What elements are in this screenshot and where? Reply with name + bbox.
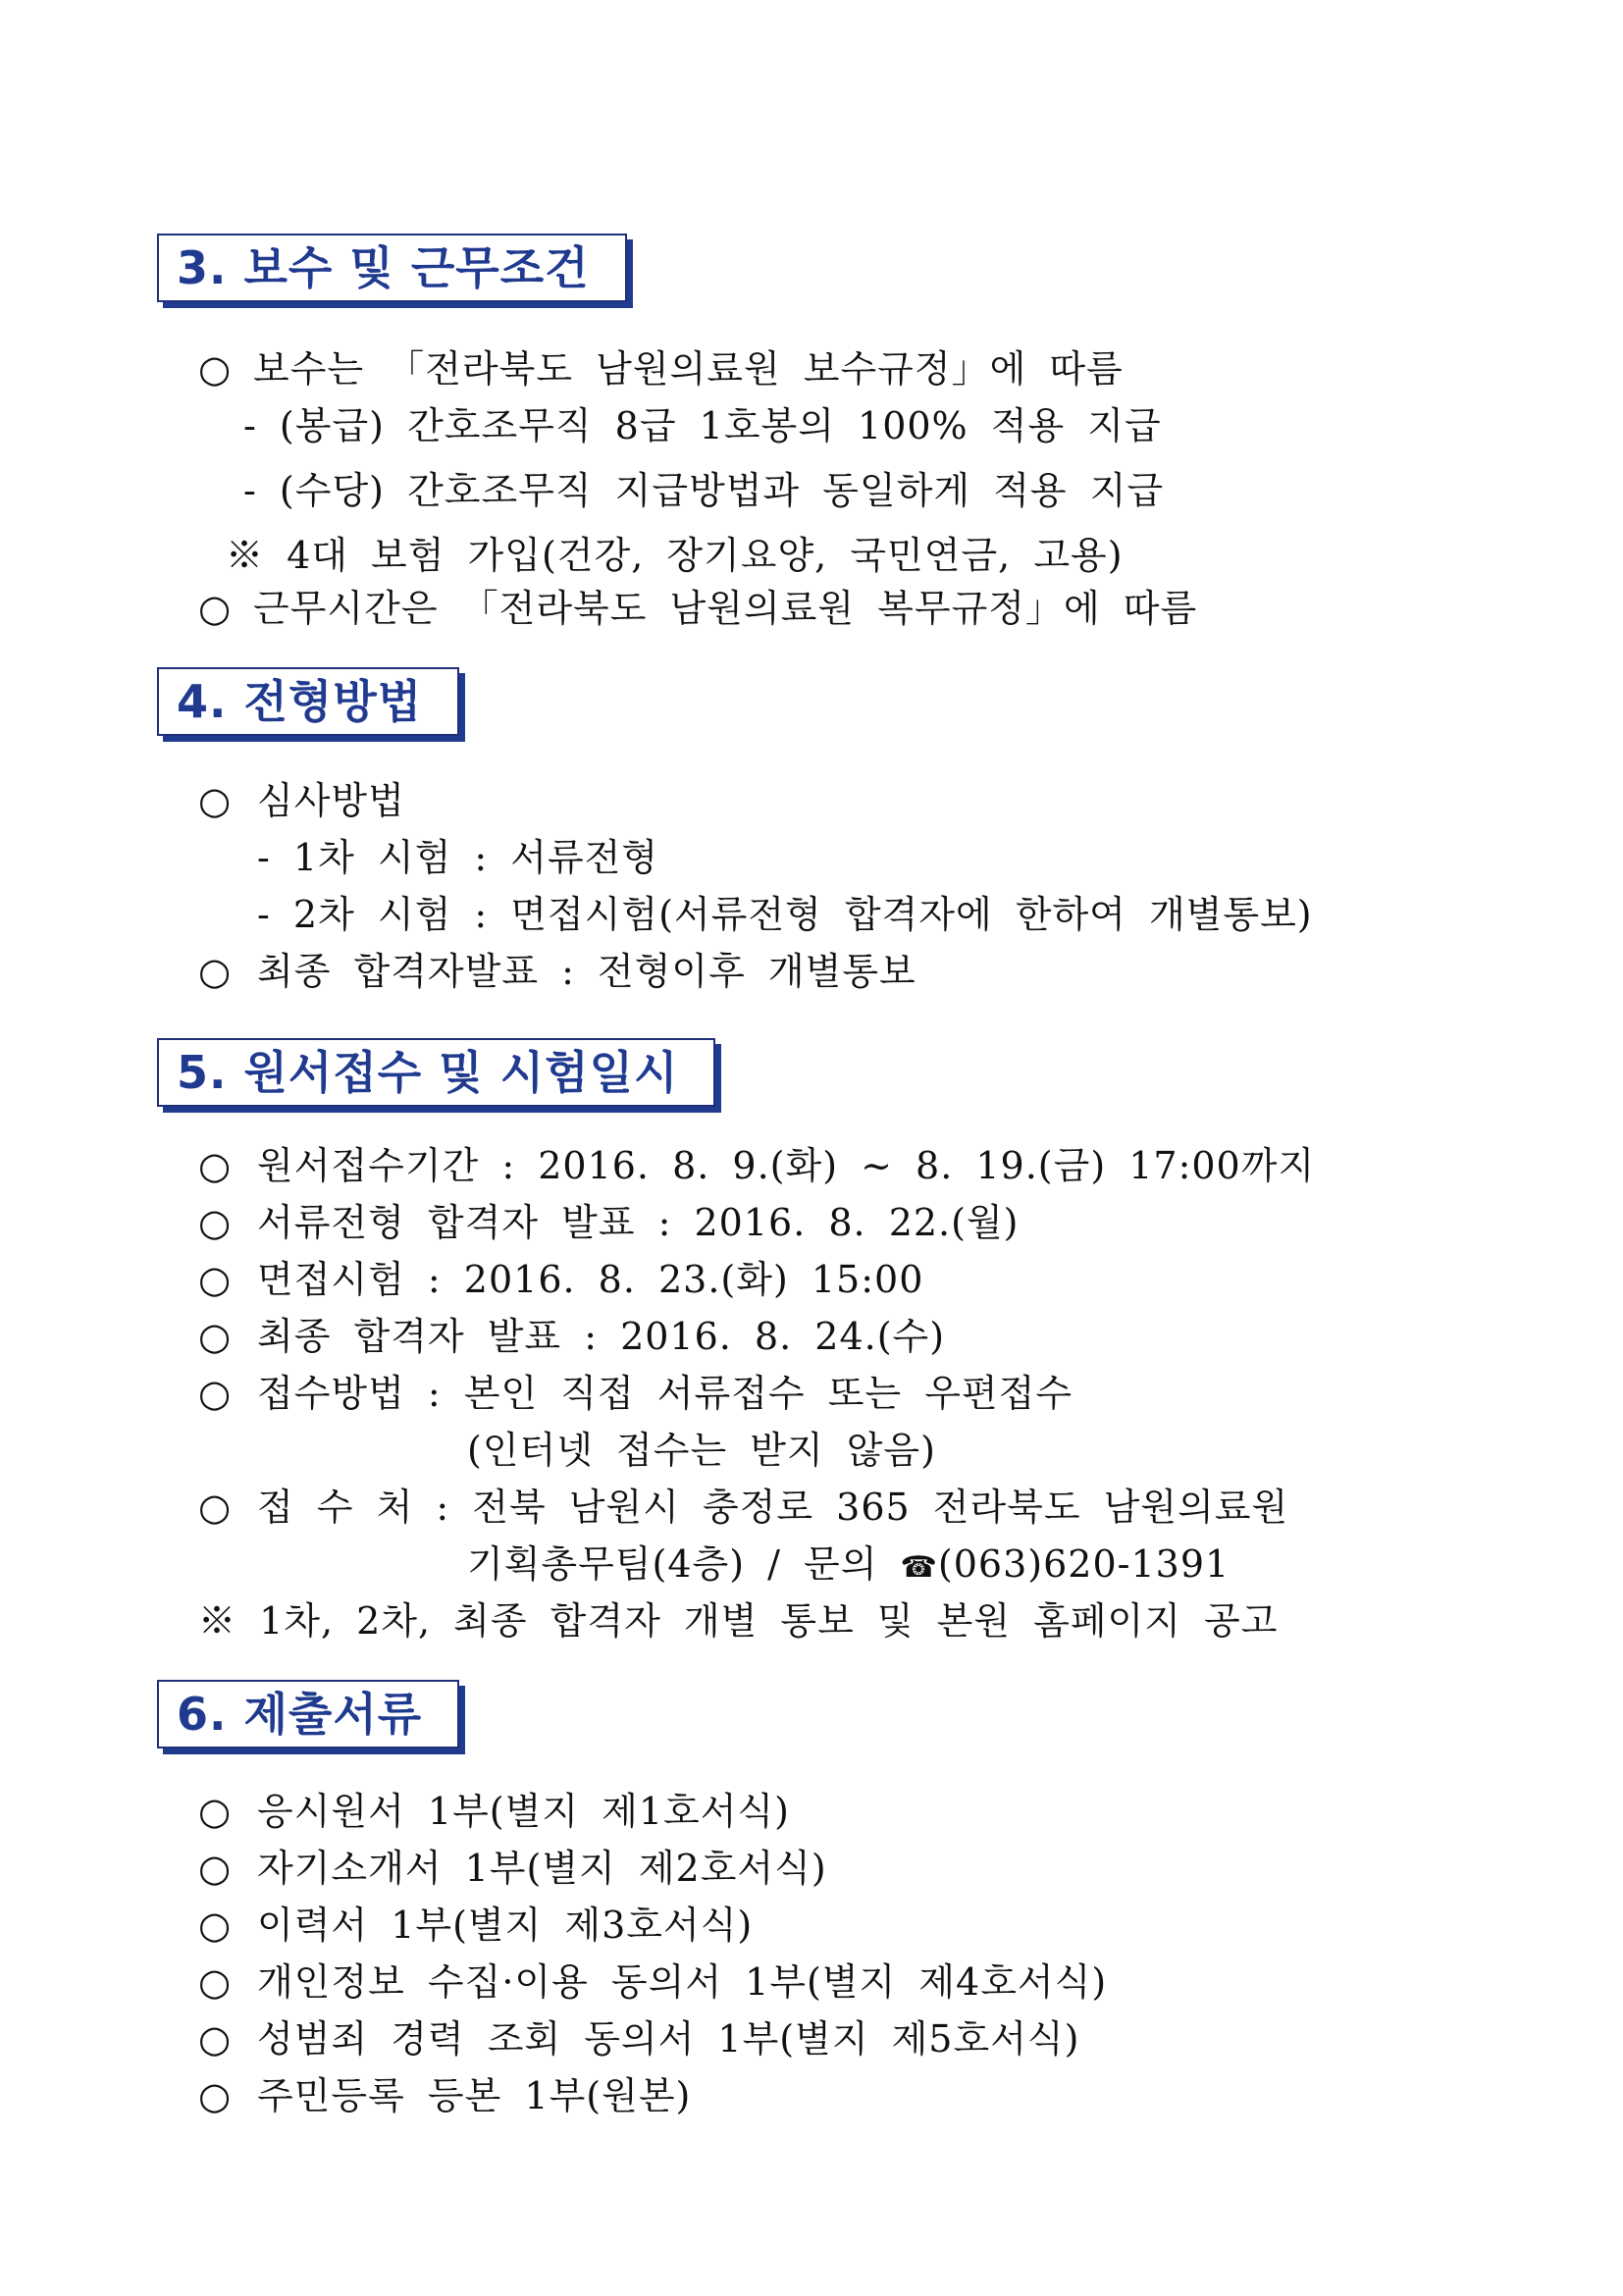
bullet-icon: ○ [198, 779, 232, 822]
section-3-heading: 3. 보수 및 근무조건 [157, 234, 627, 302]
s3-line-5: 근무시간은 「전라북도 남원의료원 복무규정」에 따름 [253, 587, 1198, 630]
s5-line-8-text: 기획총무팀(4층) / 문의 [467, 1542, 878, 1586]
bullet-icon: ○ [198, 1372, 232, 1415]
bullet-icon: ○ [198, 1847, 232, 1890]
bullet-icon: ○ [198, 1904, 232, 1947]
bullet-icon: ○ [198, 2074, 232, 2117]
s5-line-6: (인터넷 접수는 받지 않음) [467, 1429, 936, 1472]
s3-line-3: - (수당) 간호조무직 지급방법과 동일하게 적용 지급 [243, 469, 1165, 512]
s3-line-2: - (봉급) 간호조무직 8급 1호봉의 100% 적용 지급 [243, 404, 1162, 447]
s5-line-2: 서류전형 합격자 발표 : 2016. 8. 22.(월) [257, 1201, 1020, 1244]
s5-line-4: 최종 합격자 발표 : 2016. 8. 24.(수) [257, 1315, 946, 1358]
s5-line-7: 접 수 처 : 전북 남원시 충정로 365 전라북도 남원의료원 [257, 1486, 1289, 1529]
s5-line-3: 면접시험 : 2016. 8. 23.(화) 15:00 [257, 1258, 924, 1301]
bullet-icon: ○ [198, 950, 232, 993]
phone-icon: ☎ [900, 1550, 938, 1585]
bullet-icon: ○ [198, 1144, 232, 1187]
s4-line-1: 심사방법 [257, 779, 405, 822]
s3-line-4: ※ 4대 보험 가입(건강, 장기요양, 국민연금, 고용) [226, 534, 1124, 577]
s3-line-1: 보수는 「전라북도 남원의료원 보수규정」에 따름 [253, 347, 1124, 391]
bullet-icon: ○ [198, 1790, 232, 1833]
s4-line-3: - 2차 시험 : 면접시험(서류전형 합격자에 한하여 개별통보) [257, 893, 1313, 936]
s4-line-2: - 1차 시험 : 서류전형 [257, 836, 659, 879]
bullet-icon: ○ [198, 347, 232, 391]
bullet-icon: ○ [198, 1315, 232, 1358]
section-5-heading: 5. 원서접수 및 시험일시 [157, 1038, 715, 1107]
s6-line-1: 응시원서 1부(별지 제1호서식) [257, 1790, 790, 1833]
phone-number: (063)620-1391 [937, 1542, 1230, 1586]
section-4-heading: 4. 전형방법 [157, 667, 459, 736]
s5-line-1: 원서접수기간 : 2016. 8. 9.(화) ~ 8. 19.(금) 17:00까지 [257, 1144, 1316, 1187]
s4-line-4: 최종 합격자발표 : 전형이후 개별통보 [257, 950, 916, 993]
s5-line-5: 접수방법 : 본인 직접 서류접수 또는 우편접수 [257, 1372, 1073, 1415]
s6-line-4: 개인정보 수집·이용 동의서 1부(별지 제4호서식) [257, 1960, 1108, 2004]
bullet-icon: ○ [198, 1960, 232, 2004]
s6-line-5: 성범죄 경력 조회 동의서 1부(별지 제5호서식) [257, 2017, 1080, 2061]
s6-line-3: 이력서 1부(별지 제3호서식) [257, 1904, 754, 1947]
bullet-icon: ○ [198, 1258, 232, 1301]
s6-line-6: 주민등록 등본 1부(원본) [257, 2074, 692, 2117]
s6-line-2: 자기소개서 1부(별지 제2호서식) [257, 1847, 827, 1890]
s5-line-9: ※ 1차, 2차, 최종 합격자 개별 통보 및 본원 홈페이지 공고 [198, 1599, 1279, 1643]
bullet-icon: ○ [198, 2017, 232, 2061]
bullet-icon: ○ [198, 1486, 232, 1529]
bullet-icon: ○ [198, 1201, 232, 1244]
bullet-icon: ○ [198, 587, 232, 630]
s5-line-8 [467, 1542, 1230, 1590]
section-6-heading: 6. 제출서류 [157, 1680, 459, 1748]
